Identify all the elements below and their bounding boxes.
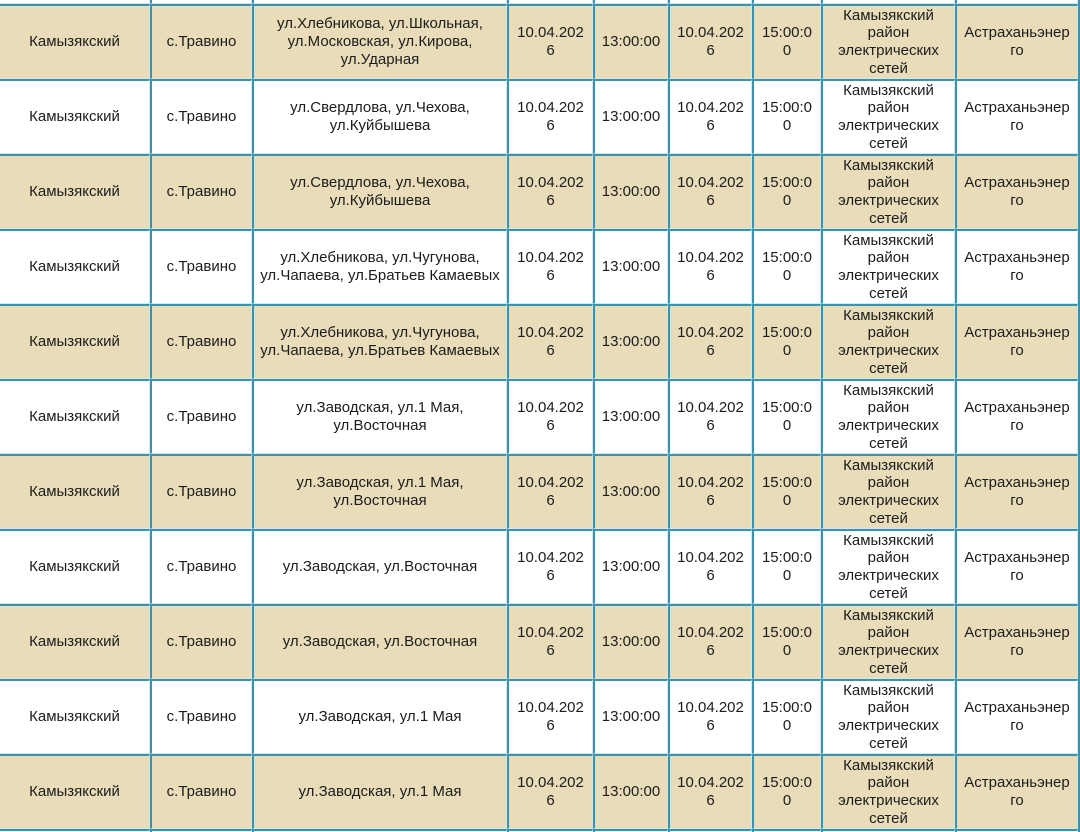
table-cell-energy_company: Астраханьэнерго bbox=[955, 754, 1078, 829]
table-cell-restore_time: 15:00:00 bbox=[752, 79, 821, 154]
table-cell-settlement: с.Травино bbox=[150, 454, 252, 529]
table-cell-restore_time: 15:00:00 bbox=[752, 154, 821, 229]
table-cell-restore_date: 10.04.2026 bbox=[668, 154, 752, 229]
table-cell-settlement: с.Травино bbox=[150, 4, 252, 79]
table-cell-network_organization: Камызякский район электрических сетей bbox=[821, 454, 955, 529]
table-cell-settlement: с.Травино bbox=[150, 754, 252, 829]
table-cell-streets: ул.Свердлова, ул.Чехова, ул.Куйбышева bbox=[252, 154, 507, 229]
table-cell-settlement: с.Травино bbox=[150, 79, 252, 154]
table-cell-streets: ул.Хлебникова, ул.Чугунова, ул.Чапаева, ул.Братьев Камаевых bbox=[252, 229, 507, 304]
table-cell-energy_company: Астраханьэнерго bbox=[955, 79, 1078, 154]
table-cell-network_organization: Камызякский район электрических сетей bbox=[821, 4, 955, 79]
table-cell-energy_company: Астраханьэнерго bbox=[955, 454, 1078, 529]
table-cell-outage_time: 13:00:00 bbox=[593, 379, 668, 454]
table-row bbox=[0, 679, 1078, 754]
table-cell-streets: ул.Заводская, ул.1 Мая bbox=[252, 679, 507, 754]
table-cell-streets: ул.Заводская, ул.1 Мая bbox=[252, 754, 507, 829]
table-row bbox=[0, 79, 1078, 154]
table-row bbox=[0, 4, 1078, 79]
table-cell-restore_time: 15:00:00 bbox=[752, 304, 821, 379]
table-cell-outage_time: 13:00:00 bbox=[593, 79, 668, 154]
table-cell-outage_date: 10.04.2026 bbox=[507, 304, 593, 379]
table-cell-district: Камызякский bbox=[0, 679, 150, 754]
table-cell-restore_date: 10.04.2026 bbox=[668, 304, 752, 379]
table-cell-streets: ул.Хлебникова, ул.Школьная, ул.Московская, ул.Кирова, ул.Ударная bbox=[252, 4, 507, 79]
table-cell-network_organization: Камызякский район электрических сетей bbox=[821, 754, 955, 829]
table-cell-network_organization: Камызякский район электрических сетей bbox=[821, 79, 955, 154]
table-cell-network_organization: Камызякский район электрических сетей bbox=[821, 529, 955, 604]
table-cell-energy_company: Астраханьэнерго bbox=[955, 529, 1078, 604]
table-cell-settlement: с.Травино bbox=[150, 604, 252, 679]
table-cell-outage_time: 13:00:00 bbox=[593, 679, 668, 754]
table-cell-outage_date: 10.04.2026 bbox=[507, 229, 593, 304]
table-cell-settlement: с.Травино bbox=[150, 304, 252, 379]
table-cell-restore_date: 10.04.2026 bbox=[668, 754, 752, 829]
table-cell-restore_time: 15:00:00 bbox=[752, 604, 821, 679]
table-row bbox=[0, 454, 1078, 529]
table-cell-network_organization: Камызякский район электрических сетей bbox=[821, 604, 955, 679]
table-cell-district: Камызякский bbox=[0, 454, 150, 529]
table-cell-network_organization: Камызякский район электрических сетей bbox=[821, 304, 955, 379]
table-cell-streets: ул.Заводская, ул.Восточная bbox=[252, 529, 507, 604]
table-cell-outage_time: 13:00:00 bbox=[593, 4, 668, 79]
table-cell-outage_date: 10.04.2026 bbox=[507, 679, 593, 754]
table-cell-energy_company: Астраханьэнерго bbox=[955, 379, 1078, 454]
table-cell-network_organization: Камызякский район электрических сетей bbox=[821, 154, 955, 229]
table-cell-outage_date: 10.04.2026 bbox=[507, 754, 593, 829]
table-cell-settlement: с.Травино bbox=[150, 529, 252, 604]
table-cell-restore_date: 10.04.2026 bbox=[668, 379, 752, 454]
table-row bbox=[0, 379, 1078, 454]
table-cell-energy_company: Астраханьэнерго bbox=[955, 229, 1078, 304]
table-cell-outage_date: 10.04.2026 bbox=[507, 604, 593, 679]
table-cell-outage_time: 13:00:00 bbox=[593, 454, 668, 529]
table-cell-streets: ул.Заводская, ул.1 Мая, ул.Восточная bbox=[252, 454, 507, 529]
table-cell-restore_time: 15:00:00 bbox=[752, 454, 821, 529]
table-cell-district: Камызякский bbox=[0, 4, 150, 79]
table-row bbox=[0, 154, 1078, 229]
table-cell-restore_date: 10.04.2026 bbox=[668, 529, 752, 604]
table-cell-outage_time: 13:00:00 bbox=[593, 304, 668, 379]
table-cell-settlement: с.Травино bbox=[150, 154, 252, 229]
table-cell-restore_time: 15:00:00 bbox=[752, 754, 821, 829]
table-cell-outage_date: 10.04.2026 bbox=[507, 454, 593, 529]
table-cell-outage_date: 10.04.2026 bbox=[507, 79, 593, 154]
table-row bbox=[0, 754, 1078, 829]
table-cell-restore_date: 10.04.2026 bbox=[668, 679, 752, 754]
table-cell-energy_company: Астраханьэнерго bbox=[955, 604, 1078, 679]
table-cell-outage_time: 13:00:00 bbox=[593, 154, 668, 229]
table-cell-network_organization: Камызякский район электрических сетей bbox=[821, 229, 955, 304]
table-cell-restore_time: 15:00:00 bbox=[752, 529, 821, 604]
table-cell-restore_date: 10.04.2026 bbox=[668, 604, 752, 679]
table-cell-energy_company: Астраханьэнерго bbox=[955, 679, 1078, 754]
table-cell-streets: ул.Заводская, ул.Восточная bbox=[252, 604, 507, 679]
table-cell-streets: ул.Хлебникова, ул.Чугунова, ул.Чапаева, ул.Братьев Камаевых bbox=[252, 304, 507, 379]
table-cell-outage_time: 13:00:00 bbox=[593, 529, 668, 604]
table-cell-outage_date: 10.04.2026 bbox=[507, 154, 593, 229]
table-row bbox=[0, 304, 1078, 379]
table-cell-restore_time: 15:00:00 bbox=[752, 379, 821, 454]
table-row bbox=[0, 604, 1078, 679]
table-cell-network_organization: Камызякский район электрических сетей bbox=[821, 379, 955, 454]
table-cell-district: Камызякский bbox=[0, 754, 150, 829]
table-cell-settlement: с.Травино bbox=[150, 229, 252, 304]
table-cell-restore_time: 15:00:00 bbox=[752, 4, 821, 79]
table-cell-energy_company: Астраханьэнерго bbox=[955, 4, 1078, 79]
table-cell-outage_date: 10.04.2026 bbox=[507, 379, 593, 454]
table-cell-outage_time: 13:00:00 bbox=[593, 754, 668, 829]
table-row bbox=[0, 529, 1078, 604]
table-cell-district: Камызякский bbox=[0, 379, 150, 454]
table-cell-restore_time: 15:00:00 bbox=[752, 229, 821, 304]
table-cell-settlement: с.Травино bbox=[150, 679, 252, 754]
table-cell-outage_date: 10.04.2026 bbox=[507, 4, 593, 79]
table-cell-streets: ул.Свердлова, ул.Чехова, ул.Куйбышева bbox=[252, 79, 507, 154]
table-cell-settlement: с.Травино bbox=[150, 379, 252, 454]
table-cell-restore_date: 10.04.2026 bbox=[668, 454, 752, 529]
table-cell-district: Камызякский bbox=[0, 304, 150, 379]
table-row bbox=[0, 229, 1078, 304]
table-cell-outage_time: 13:00:00 bbox=[593, 229, 668, 304]
table-cell-restore_date: 10.04.2026 bbox=[668, 229, 752, 304]
table-cell-network_organization: Камызякский район электрических сетей bbox=[821, 679, 955, 754]
table-cell-district: Камызякский bbox=[0, 604, 150, 679]
table-cell-energy_company: Астраханьэнерго bbox=[955, 154, 1078, 229]
table-cell-district: Камызякский bbox=[0, 154, 150, 229]
table-cell-district: Камызякский bbox=[0, 79, 150, 154]
table-cell-restore_time: 15:00:00 bbox=[752, 679, 821, 754]
table-cell-district: Камызякский bbox=[0, 529, 150, 604]
table-cell-outage_date: 10.04.2026 bbox=[507, 529, 593, 604]
table-cell-restore_date: 10.04.2026 bbox=[668, 79, 752, 154]
table-cell-outage_time: 13:00:00 bbox=[593, 604, 668, 679]
table-cell-streets: ул.Заводская, ул.1 Мая, ул.Восточная bbox=[252, 379, 507, 454]
table-cell-district: Камызякский bbox=[0, 229, 150, 304]
table-cell-restore_date: 10.04.2026 bbox=[668, 4, 752, 79]
table-cell-energy_company: Астраханьэнерго bbox=[955, 304, 1078, 379]
